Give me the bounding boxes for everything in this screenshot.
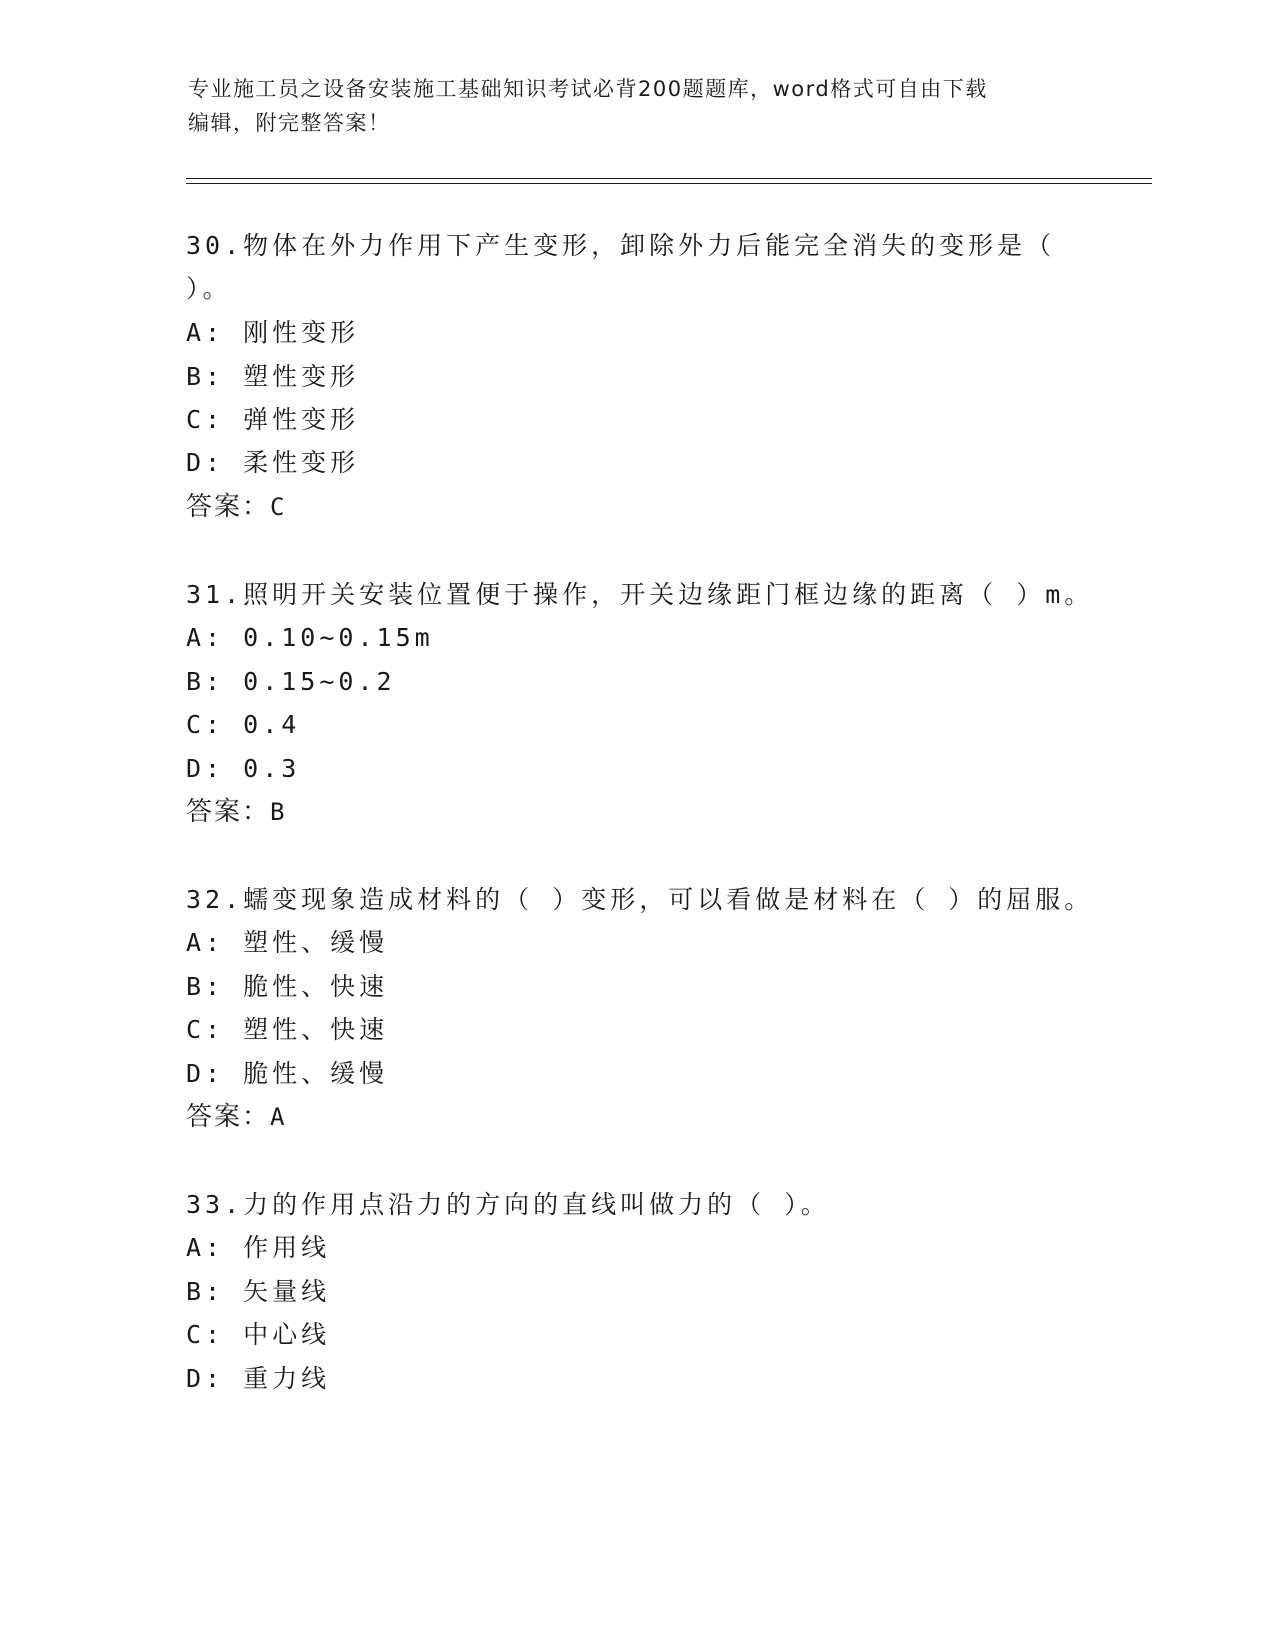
question-32-option-a: A: 塑性、缓慢 (186, 928, 389, 957)
question-32-answer (186, 1100, 286, 1134)
question-30-option-b: B: 塑性变形 (186, 362, 360, 391)
question-30-option-d: D: 柔性变形 (186, 448, 360, 477)
answer-label: 答案： (186, 492, 271, 522)
question-33-option-a: A: 作用线 (186, 1233, 331, 1262)
answer-value: B (270, 798, 287, 826)
question-32-stem-line-1: 32.蠕变现象造成材料的（ ）变形，可以看做是材料在（ ）的屈服。 (186, 885, 1094, 914)
question-32-option-c: C: 塑性、快速 (186, 1015, 389, 1044)
question-30-answer (186, 490, 286, 524)
question-30-stem-line-1: 30.物体在外力作用下产生变形，卸除外力后能完全消失的变形是（ (186, 231, 1056, 260)
answer-label: 答案： (186, 797, 271, 827)
document-header (188, 72, 1068, 140)
question-33-option-b: B: 矢量线 (186, 1277, 331, 1306)
question-31-option-a: A: 0.10~0.15m (186, 623, 434, 652)
answer-value: A (270, 1103, 287, 1131)
question-30-option-a: A: 刚性变形 (186, 318, 360, 347)
question-33-option-c: C: 中心线 (186, 1320, 331, 1349)
question-31-option-b: B: 0.15~0.2 (186, 667, 396, 696)
header-line-2: 编辑，附完整答案！ (188, 111, 391, 135)
question-31-option-c: C: 0.4 (186, 710, 301, 739)
question-31-stem-line-1: 31.照明开关安装位置便于操作，开关边缘距门框边缘的距离（ ）m。 (186, 580, 1094, 609)
question-30-stem-line-2: ）。 (186, 274, 232, 303)
header-line-1: 专业施工员之设备安装施工基础知识考试必背200题题库，word格式可自由下载 (188, 77, 988, 101)
header-divider-bottom (186, 183, 1152, 184)
question-32-option-d: D: 脆性、缓慢 (186, 1059, 389, 1088)
question-33-stem-line-1: 33.力的作用点沿力的方向的直线叫做力的（ ）。 (186, 1190, 830, 1219)
question-32-option-b: B: 脆性、快速 (186, 972, 389, 1001)
question-31-option-d: D: 0.3 (186, 754, 301, 783)
question-31-answer (186, 795, 286, 829)
answer-value: C (270, 493, 287, 521)
question-33-option-d: D: 重力线 (186, 1364, 331, 1393)
question-30-option-c: C: 弹性变形 (186, 405, 360, 434)
header-divider-top (186, 178, 1152, 179)
answer-label: 答案： (186, 1102, 271, 1132)
